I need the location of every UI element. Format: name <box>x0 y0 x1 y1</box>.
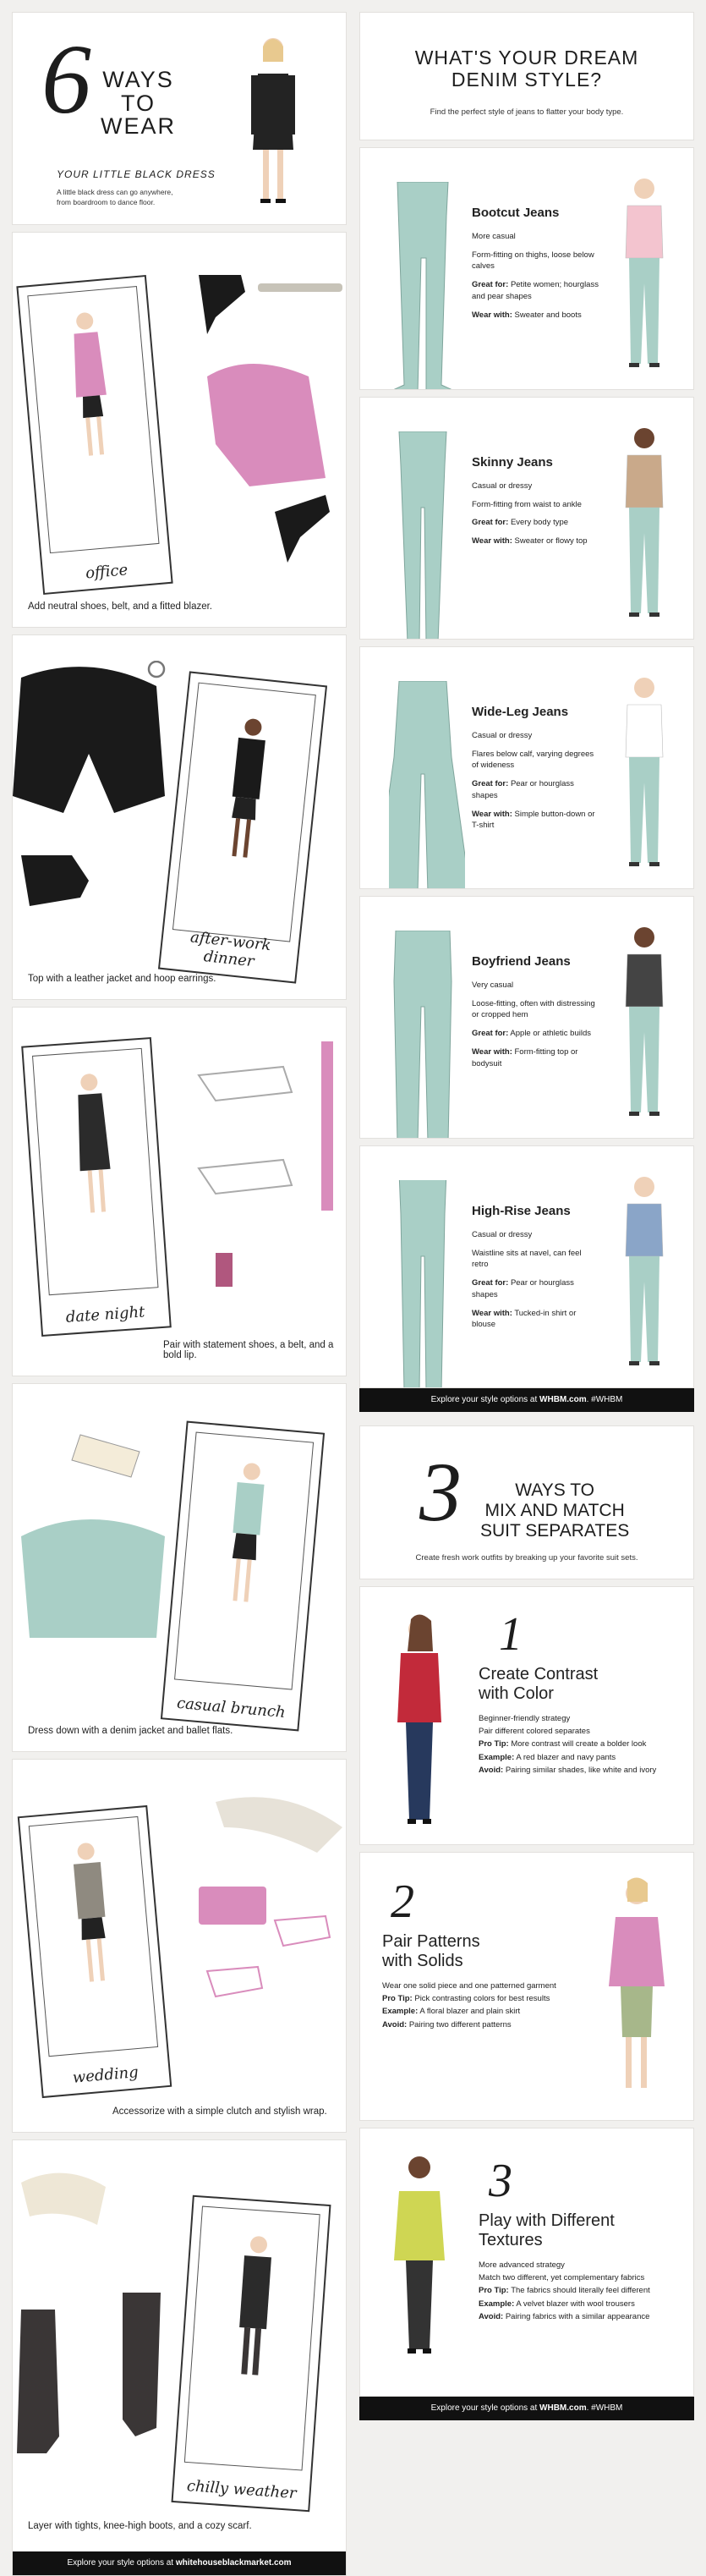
denim-model-figure <box>610 922 678 1125</box>
avoid-text: Pairing fabrics with a similar appearance <box>505 2311 650 2321</box>
look-tag-date-night: date night <box>65 1303 145 1326</box>
suit-tip-example-3 <box>479 2298 686 2310</box>
wear-text: Form-fitting top or bodysuit <box>472 1046 578 1068</box>
suit-tip-title-2: Pair Patterns with Solids <box>382 1932 480 1970</box>
suit-tip-card-3 <box>359 2128 694 2397</box>
suit-tip-title-3: Play with Different Textures <box>479 2211 615 2249</box>
avoid-text: Pairing similar shades, like white and ivory <box>505 1765 657 1775</box>
suit-tip-card-2 <box>359 1852 694 2121</box>
denim-subtitle: Find the perfect style of jeans to flatter your body type. <box>430 107 624 117</box>
suit-tip-example-1 <box>479 1751 681 1764</box>
suit-tip-title-1: Create Contrast with Color <box>479 1665 599 1703</box>
denim-title: WHAT'S YOUR DREAM DENIM STYLE? <box>414 47 639 91</box>
look-card-wedding <box>12 1759 347 2133</box>
suits-section <box>359 1425 694 2420</box>
denim-text <box>472 953 599 1076</box>
lbd-column <box>12 12 347 2576</box>
great-text: Every body type <box>510 518 569 528</box>
example-label: Example: <box>479 1752 515 1762</box>
suit-tip-avoid-1 <box>479 1764 681 1777</box>
denim-text <box>472 1202 599 1337</box>
example-text: A velvet blazer with wool trousers <box>516 2299 635 2309</box>
polaroid-chilly <box>172 2195 331 2513</box>
belt-icon <box>258 283 342 292</box>
suits-footer <box>359 2397 694 2420</box>
wear-text: Simple button-down or T-shirt <box>472 809 595 831</box>
denim-style-name: Boyfriend Jeans <box>472 954 571 969</box>
great-label: Great for: <box>472 518 509 528</box>
denim-text <box>472 703 599 838</box>
great-text: Pear or hourglass shapes <box>472 779 574 800</box>
pro-label: Pro Tip: <box>479 2286 509 2296</box>
great-text: Petite women; hourglass and pear shapes <box>472 280 599 301</box>
avoid-label: Avoid: <box>382 2019 408 2029</box>
denim-footer <box>359 1388 694 1412</box>
suit3-model-figure <box>377 2150 462 2362</box>
denim-fit: Waistline sits at navel, can feel retro <box>472 1248 582 1270</box>
date-night-model-figure <box>63 1067 123 1222</box>
denim-vibe: Casual or dressy <box>472 481 533 491</box>
wear-label: Wear with: <box>472 1308 512 1318</box>
suits-numeral: 3 <box>419 1445 462 1539</box>
polaroid-date-night <box>21 1037 172 1337</box>
pro-text: Pick contrasting colors for best results <box>414 1994 550 2004</box>
denim-great-for <box>472 1028 599 1040</box>
denim-jacket-icon <box>21 1519 165 1638</box>
strappy-sandal-icon-2 <box>199 1160 292 1194</box>
pink-sandal-icon <box>275 1916 330 1946</box>
denim-card <box>359 1145 694 1388</box>
lbd-model-figure <box>231 31 315 217</box>
look-caption-wedding: Accessorize with a simple clutch and stylish wrap. <box>112 2106 327 2117</box>
pro-text: The fabrics should literally feel different <box>511 2286 650 2296</box>
wrap-icon <box>216 1797 342 1853</box>
wear-text: Tucked-in shirt or blouse <box>472 1308 577 1330</box>
suit-tip-desc-3: Match two different, yet complementary fabrics <box>479 2273 645 2283</box>
denim-footer-text: Explore your style options at <box>430 1395 540 1404</box>
lbd-subtitle: YOUR LITTLE BLACK DRESS <box>57 168 216 180</box>
polaroid-dinner <box>158 671 327 983</box>
polaroid-brunch <box>161 1421 325 1732</box>
example-label: Example: <box>479 2299 515 2309</box>
look-tag-wedding: wedding <box>72 2063 140 2087</box>
denim-wear-with <box>472 1046 599 1070</box>
denim-great-for <box>472 1277 599 1301</box>
suit-tip-text-1 <box>479 1665 681 1777</box>
denim-vibe: Very casual <box>472 980 514 990</box>
chilly-model-figure <box>224 2229 285 2385</box>
great-text: Apple or athletic builds <box>510 1029 592 1039</box>
denim-wear-with <box>472 536 599 547</box>
black-sandal-icon <box>21 855 89 906</box>
suit1-model-figure <box>377 1612 462 1832</box>
denim-great-for <box>472 517 599 529</box>
knee-boot-icon <box>17 2310 59 2453</box>
suits-footer-text: Explore your style options at <box>430 2403 540 2413</box>
suit-tip-text-3 <box>479 2211 686 2323</box>
lbd-intro: A little black dress can go anywhere, from boardroom to dance floor. <box>57 188 173 206</box>
denim-wear-with <box>472 809 599 832</box>
denim-footer-link[interactable]: WHBM.com <box>539 1395 587 1404</box>
denim-vibe: Casual or dressy <box>472 1229 533 1239</box>
lbd-footer-text: Explore your style options at <box>67 2558 176 2568</box>
suit-tip-number-1: 1 <box>499 1608 523 1661</box>
wear-label: Wear with: <box>472 536 512 547</box>
great-label: Great for: <box>472 779 509 789</box>
avoid-label: Avoid: <box>479 1765 504 1775</box>
scarf-icon <box>21 2173 106 2225</box>
great-text: Pear or hourglass shapes <box>472 1278 574 1299</box>
ballet-flat-icon <box>72 1435 140 1477</box>
denim-wear-with <box>472 310 599 321</box>
lbd-numeral: 6 <box>41 24 91 135</box>
denim-vibe: More casual <box>472 231 516 241</box>
denim-model-figure <box>610 423 678 626</box>
wear-label: Wear with: <box>472 809 512 819</box>
look-caption-date-night: Pair with statement shoes, a belt, and a bold lip. <box>163 1340 334 1360</box>
great-label: Great for: <box>472 1278 509 1288</box>
jeans-icon <box>389 182 465 390</box>
suit-tip-avoid-2 <box>382 2019 568 2031</box>
right-column <box>359 12 694 2420</box>
great-label: Great for: <box>472 1029 509 1039</box>
suits-footer-tag: . #WHBM <box>586 2403 623 2413</box>
denim-card <box>359 147 694 390</box>
wear-label: Wear with: <box>472 310 512 320</box>
avoid-text: Pairing two different patterns <box>408 2019 512 2029</box>
suits-subtitle: Create fresh work outfits by breaking up your favorite suit sets. <box>415 1553 638 1563</box>
suit-tip-pro-2 <box>382 1992 568 2005</box>
suit-tip-level-3: More advanced strategy <box>479 2260 565 2270</box>
denim-style-name: Bootcut Jeans <box>472 206 560 220</box>
date-night-accessories <box>182 1024 342 1329</box>
hoop-earring-icon <box>149 662 164 677</box>
example-text: A floral blazer and plain skirt <box>419 2007 521 2017</box>
lbd-footer-link[interactable]: whitehouseblackmarket.com <box>175 2558 292 2568</box>
look-tag-dinner: after-work dinner <box>189 928 272 971</box>
denim-card <box>359 397 694 640</box>
suit-tip-number-2: 2 <box>391 1876 414 1928</box>
black-heel-icon <box>199 275 245 334</box>
suit-tip-pro-1 <box>479 1738 681 1750</box>
jeans-icon <box>389 681 465 889</box>
denim-card <box>359 896 694 1139</box>
denim-great-for <box>472 279 599 303</box>
look-card-dinner <box>12 634 347 1000</box>
look-caption-dinner: Top with a leather jacket and hoop earrings. <box>28 974 216 984</box>
avoid-label: Avoid: <box>479 2311 504 2321</box>
suit-tip-card-1 <box>359 1586 694 1845</box>
suits-title: WAYS TO MIX AND MATCH SUIT SEPARATES <box>480 1480 630 1541</box>
denim-wear-with <box>472 1308 599 1332</box>
look-card-date-night <box>12 1007 347 1376</box>
jeans-icon <box>389 931 465 1139</box>
suit-tip-avoid-3 <box>479 2310 686 2323</box>
look-caption-chilly: Layer with tights, knee-high boots, and a cozy scarf. <box>28 2521 252 2531</box>
lbd-footer <box>13 2551 346 2575</box>
wear-text: Sweater and boots <box>514 310 582 320</box>
look-card-office <box>12 232 347 628</box>
suit-tip-desc-1: Pair different colored separates <box>479 1727 590 1737</box>
pink-belt-icon <box>321 1041 333 1211</box>
great-label: Great for: <box>472 280 509 290</box>
jeans-icon <box>389 431 465 640</box>
denim-fit: Loose-fitting, often with distressing or cropped hem <box>472 998 595 1020</box>
suit2-model-figure <box>590 1876 683 2105</box>
leather-jacket-icon <box>13 667 165 813</box>
look-tag-office: office <box>85 561 129 583</box>
denim-text <box>472 453 599 554</box>
suit-tip-level-1: Beginner-friendly strategy <box>479 1714 571 1723</box>
example-text: A red blazer and navy pants <box>516 1752 616 1762</box>
denim-footer-tag: . #WHBM <box>586 1395 623 1404</box>
denim-card <box>359 646 694 889</box>
pink-blazer-icon <box>207 364 326 486</box>
suit-tip-example-2 <box>382 2005 568 2018</box>
suit-tip-number-3: 3 <box>489 2155 512 2207</box>
denim-model-figure <box>610 173 678 376</box>
look-tag-chilly: chilly weather <box>186 2477 298 2503</box>
suits-footer-link[interactable]: WHBM.com <box>539 2403 587 2413</box>
wear-label: Wear with: <box>472 1046 512 1057</box>
pink-sandal-icon-2 <box>207 1967 262 1997</box>
look-card-brunch <box>12 1383 347 1752</box>
chilly-accessories <box>13 2166 173 2504</box>
denim-text <box>472 204 599 327</box>
denim-style-name: Wide-Leg Jeans <box>472 705 569 719</box>
pro-label: Pro Tip: <box>382 1994 413 2004</box>
denim-fit: Form-fitting on thighs, loose below calves <box>472 250 594 272</box>
brunch-accessories <box>13 1418 173 1705</box>
look-caption-brunch: Dress down with a denim jacket and ballet flats. <box>28 1726 233 1736</box>
dinner-accessories <box>13 661 173 965</box>
denim-fit: Form-fitting from waist to ankle <box>472 499 582 509</box>
denim-great-for <box>472 778 599 802</box>
look-caption-office: Add neutral shoes, belt, and a fitted blazer. <box>28 601 213 612</box>
example-label: Example: <box>382 2007 419 2017</box>
knee-boot-icon-2 <box>123 2293 161 2436</box>
look-card-chilly <box>12 2139 347 2576</box>
denim-style-name: High-Rise Jeans <box>472 1204 571 1218</box>
office-accessories <box>182 258 342 596</box>
suit-tip-desc-2: Wear one solid piece and one patterned garment <box>382 1981 556 1991</box>
denim-header <box>359 12 694 140</box>
wedding-accessories <box>182 1777 342 2081</box>
black-heel-icon-2 <box>275 495 330 563</box>
suit-tip-text-2 <box>382 1932 568 2031</box>
pro-label: Pro Tip: <box>479 1739 509 1749</box>
pro-text: More contrast will create a bolder look <box>511 1739 647 1749</box>
polaroid-office <box>16 275 172 595</box>
polaroid-wedding <box>18 1805 172 2098</box>
denim-model-figure <box>610 673 678 876</box>
lbd-title: WAYS TO WEAR <box>101 67 176 140</box>
suit-tip-pro-3 <box>479 2284 686 2297</box>
strappy-sandal-icon <box>199 1067 292 1101</box>
look-tag-brunch: casual brunch <box>176 1694 287 1722</box>
denim-style-name: Skinny Jeans <box>472 455 553 470</box>
wear-text: Sweater or flowy top <box>514 536 588 547</box>
denim-fit: Flares below calf, varying degrees of wideness <box>472 749 594 771</box>
jeans-icon <box>389 1180 465 1388</box>
denim-model-figure <box>610 1172 678 1375</box>
suits-header <box>359 1425 694 1579</box>
denim-vibe: Casual or dressy <box>472 730 533 740</box>
lipstick-icon <box>216 1253 233 1287</box>
clutch-icon <box>199 1887 266 1925</box>
denim-section <box>359 12 694 1412</box>
lbd-header <box>12 12 347 225</box>
